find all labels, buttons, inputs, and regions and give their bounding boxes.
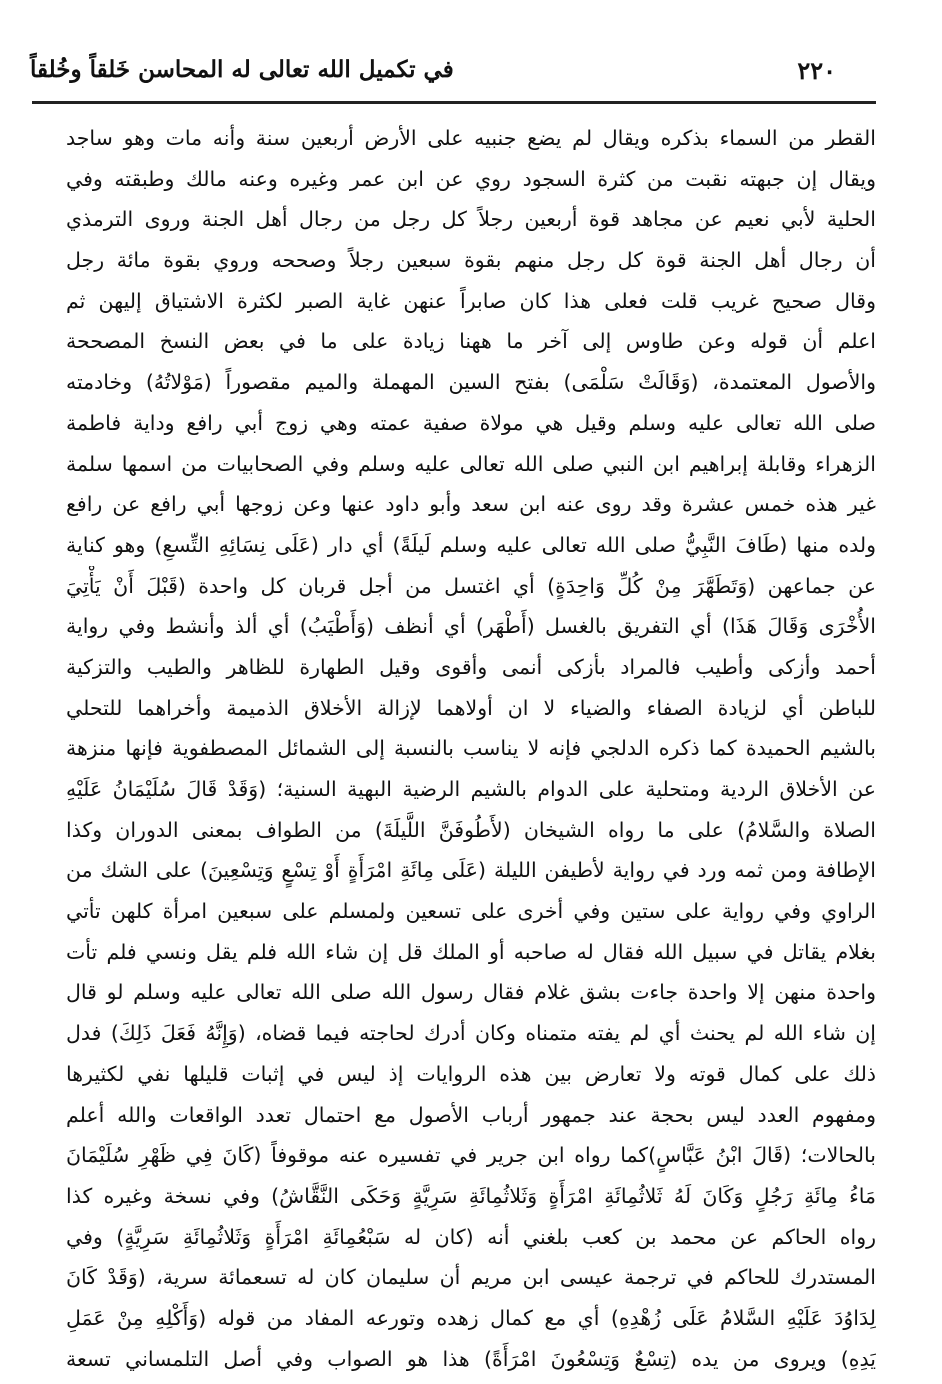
text-line: الإطافة ومن ثمه ورد في رواية لأطيفن الليلة (عَلَى مِائَةِ امْرَأَةٍ أَوْ تِسْعٍ وَتِسْعِينَ) على الشك من (66, 858, 876, 883)
page-number: ٢٢٠ (797, 56, 836, 85)
text-line: اعلم أن قوله وعن طاوس إلى آخر ما ههنا زيادة على ما في بعض النسخ المصححة (66, 329, 876, 354)
text-line: ولده منها (طَافَ النَّبِيُّ صلى الله تعالى عليه وسلم لَيلَةً) أي دار (عَلَى نِسَائِهِ التِّسعِ) وهو كناية (66, 532, 876, 557)
text-line: الراوي وفي رواية على ستين وفي أخرى على تسعين ولمسلم على سبعين امرأة كلهن تأتي (66, 899, 876, 924)
text-line: ويقال إن جبهته نقبت من كثرة السجود روي عن ابن عمر وغيره وعنه مالك وطبقته وفي (66, 166, 876, 191)
page-body-text (66, 118, 876, 1379)
text-line: بغلام يقاتل في سبيل الله فقال له صاحبه أو الملك قل إن شاء الله فلم يقل ونسي فلم تأت (66, 939, 876, 964)
text-line: إن شاء الله لم يحنث أي لم يفته متمناه وكان أدرك لحاجته فيما قضاه، (وَإِنَّهُ فَعَلَ ذَلِكَ) فدل (66, 1021, 876, 1046)
text-line: الأُخْرَى وَقَالَ هَذَا) أي التفريق بالغسل (أَطْهَر) أي أنظف (وَأَطْيَبُ) أي ألذ وأنشط وفي رواية (66, 614, 876, 639)
header-rule (32, 101, 876, 104)
text-line: الزهراء وقابلة إبراهيم ابن النبي صلى الله تعالى عليه وسلم وفي الصحابيات من اسمها سلمة (66, 451, 876, 476)
text-line: والأصول المعتمدة، (وَقَالَتْ سَلْمَى) بفتح السين المهملة والميم مقصوراً (مَوْلاتُهُ) وخادمته (66, 370, 876, 395)
text-line: بالحالات؛ (قَالَ ابْنُ عَبَّاسٍ)كما رواه ابن جرير في تفسيره عنه موقوفاً (كَانَ فِي ظَهْرِ سُلَيْمَانَ (66, 1143, 876, 1168)
text-line: غير هذه خمس عشرة وقد روى عنه ابن سعد وأبو داود عنها وعن زوجها أبي رافع عن رافع (66, 492, 876, 517)
text-line: يَدِهِ) ويروى من يده (تِسْعٌ وَتِسْعُونَ امْرَأَةً) هذا هو الصواب وفي أصل التلمساني تسعة (66, 1346, 876, 1371)
page-header (30, 52, 876, 92)
text-line: لِدَاوُدَ عَلَيْهِ السَّلامُ عَلَى زُهْدِهِ) أي مع كمال زهده وتورعه المفاد من قوله (وَأَكْلِهِ مِنْ عَمَلِ (66, 1305, 876, 1330)
text-line: أحمد وأزكى وأطيب فالمراد بأزكى أنمى وأقوى وقيل الطهارة للظاهر والطيب والتزكية (66, 654, 876, 679)
text-line: رواه الحاكم عن محمد بن كعب بلغني أنه (كان له سَبْعُمِائَةِ امْرَأَةٍ وَثَلاثُمِائَةِ سَرِيَّةٍ) وفي (66, 1224, 876, 1249)
text-line: للباطن أي لزيادة الصفاء والضياء لا ان أولاهما لإزالة الأخلاق الذميمة وأخراهما للتحلي (66, 695, 876, 720)
text-line: واحدة منهن إلا واحدة جاءت بشق غلام فقال رسول الله صلى الله تعالى عليه وسلم لو قال (66, 980, 876, 1005)
text-line: القطر من السماء بذكره ويقال لم يضع جنبيه على الأرض أربعين سنة وأنه مات وهو ساجد (66, 126, 876, 150)
text-line: الصلاة والسَّلامُ) على ما رواه الشيخان (لأَطُوفَنَّ اللَّيلَةَ) من الطواف بمعنى الدوران وكذا (66, 817, 876, 842)
text-line: صلى الله تعالى عليه وسلم وقيل هي مولاة صفية عمته وهي زوج أبي رافع وداية فاطمة (66, 410, 876, 435)
text-line: ومفهوم العدد ليس بحجة عند جمهور أرباب الأصول مع احتمال تعدد الواقعات والله أعلم (66, 1102, 876, 1127)
text-line: عن جماعهن (وَتَطَهَّرَ مِنْ كُلِّ وَاحِدَةٍ) أي اغتسل من أجل قربان كل واحدة (قَبْلَ أَنْ يَأْتِيَ (66, 573, 876, 598)
text-line: مَاءُ مِائَةِ رَجُلٍ وَكَانَ لَهُ ثَلاثُمِائَةِ امْرَأَةٍ وَثَلاثُمِائَةِ سَرِيَّةٍ وَحَكَى النَّقَّاشُ) وفي نسخة وغيره كذا (66, 1183, 876, 1208)
text-line: وقال صحيح غريب قلت فعلى هذا كان صابراً عنهن غاية الصبر لكثرة الاشتياق إليهن ثم (66, 288, 876, 313)
text-line: الحلية لأبي نعيم عن مجاهد قوة أربعين رجلاً كل رجل من رجال أهل الجنة وروى الترمذي (66, 207, 876, 232)
running-title: في تكميل الله تعالى له المحاسن خَلقاً وخُلقاً (30, 56, 454, 83)
text-line: المستدرك للحاكم في ترجمة عيسى ابن مريم أن سليمان كان له تسعمائة سرية، (وَقَدْ كَانَ (66, 1265, 876, 1290)
text-line: ذلك على كمال قوته ولا تعارض بين هذه الروايات إذ ليس في إثبات قليلها نفي لكثيرها (66, 1061, 876, 1086)
text-line: أن رجال أهل الجنة قوة كل رجل منهم بقوة سبعين رجلاً وصححه وروي بقوة مائة رجل (66, 248, 876, 273)
text-line: بالشيم الحميدة كما ذكره الدلجي فإنه لا يناسب بالنسبة إلى الشمائل المصطفوية فإنها منزهة (66, 736, 876, 761)
text-line: عن الأخلاق الردية ومتحلية على الدوام بالشيم الرضية البهية السنية؛ (وَقَدْ قَالَ سُلَيْمَانُ عَلَيْهِ (66, 777, 876, 801)
